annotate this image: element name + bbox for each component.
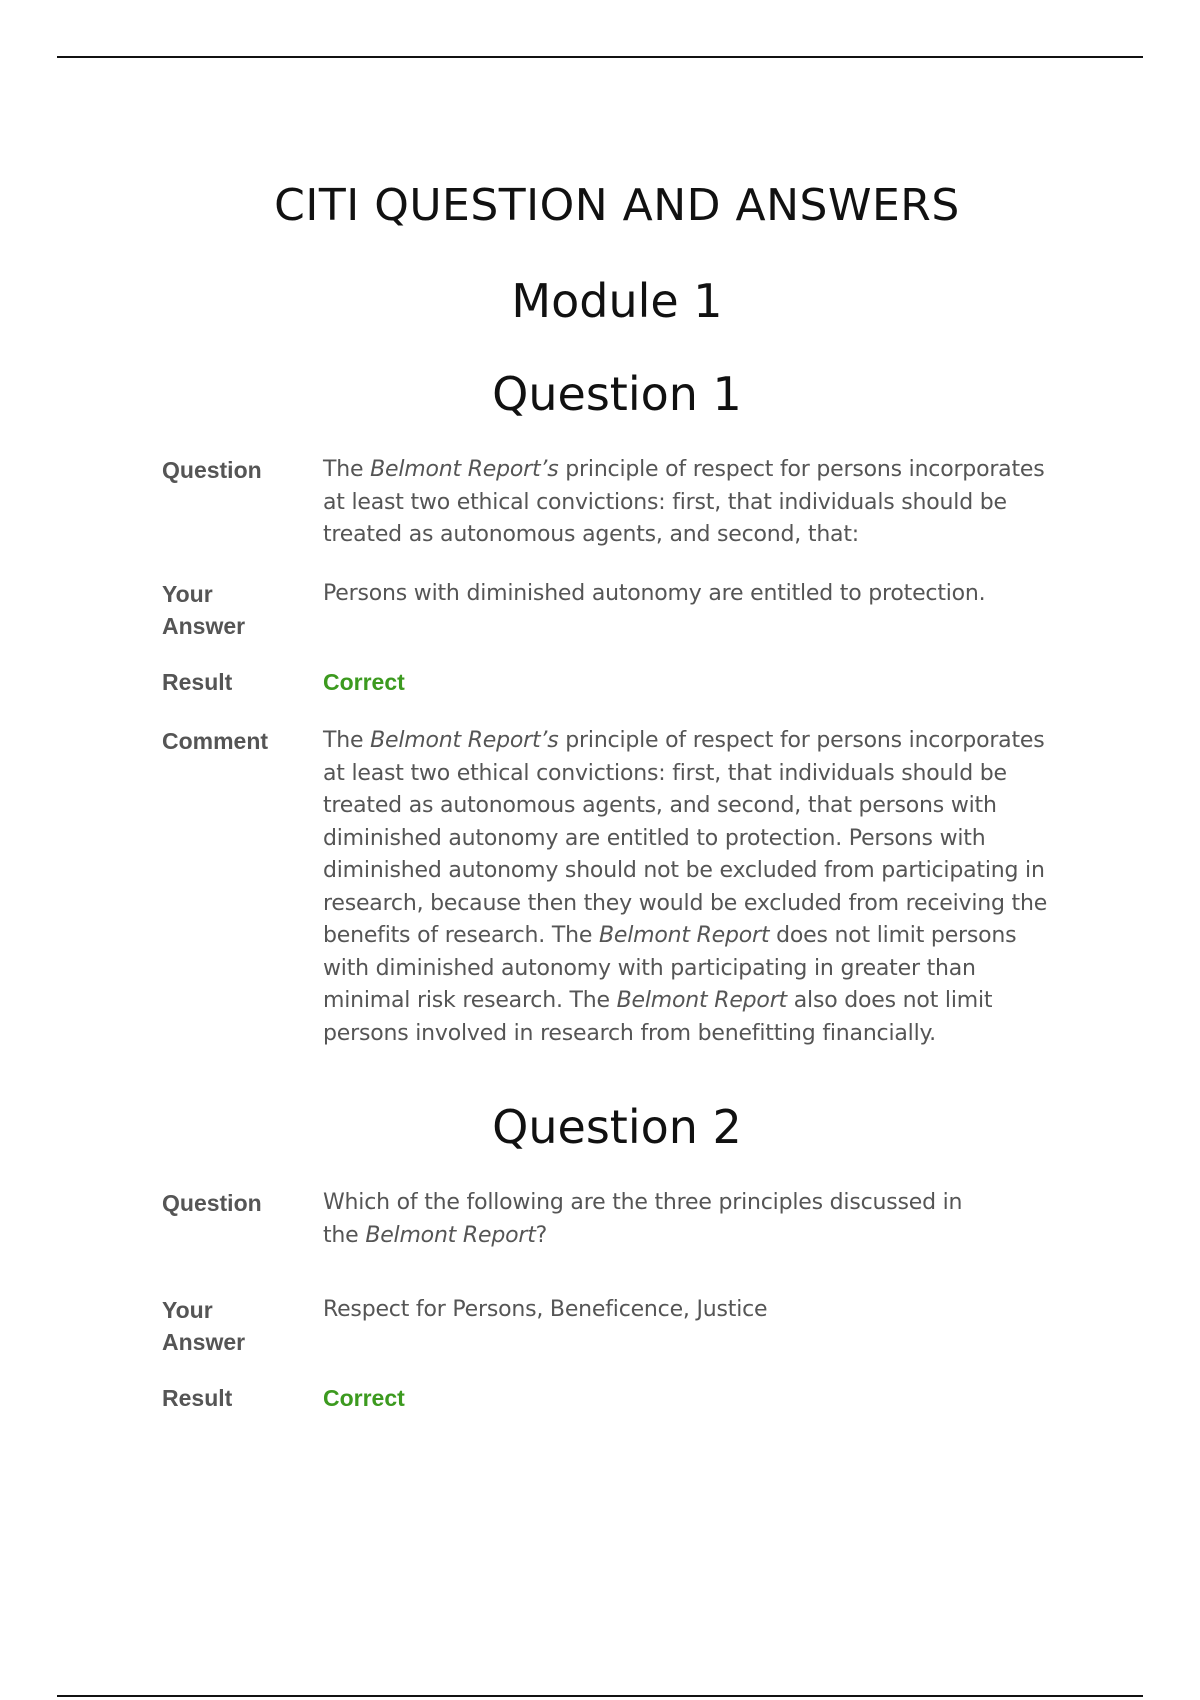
bottom-divider <box>57 1695 1143 1697</box>
document-title: CITI QUESTION AND ANSWERS <box>274 180 960 231</box>
question-1-text: The Belmont Report’s principle of respect for persons incorporates at least two ethical convictions: first, that individuals should be treated as autonomous agents, and second, that: <box>323 457 1045 547</box>
result-label: Result <box>162 1385 233 1411</box>
question-2-your-answer: Respect for Persons, Beneficence, Justice <box>323 1297 768 1322</box>
your-answer-label: Your Answer <box>162 1297 246 1355</box>
your-answer-label: Your Answer <box>162 581 246 639</box>
question-label: Question <box>162 1190 262 1216</box>
module-title: Module 1 <box>511 274 723 328</box>
question-1-result: Correct <box>323 669 405 695</box>
question-1-comment-row <box>162 725 1062 1050</box>
question-1-answer-row <box>162 578 1062 642</box>
question-2-title: Question 2 <box>492 1100 742 1154</box>
question-label: Question <box>162 457 262 483</box>
question-1-comment: The Belmont Report’s principle of respect for persons incorporates at least two ethical convictions: first, that individuals should be treated as autonomous agents, and second, that persons with diminished autonomy are entitled to protection. Persons with diminished autonomy should not be excluded from participating in research, because then they would be excluded from receiving the benefits of research. The Belmont Report does not limit persons with diminished autonomy with participating in greater than minimal risk research. The Belmont Report also does not limit persons involved in research from benefitting financially. <box>323 728 1048 1046</box>
question-2-result: Correct <box>323 1385 405 1411</box>
comment-label: Comment <box>162 728 269 754</box>
question-2-result-row <box>162 1382 1062 1414</box>
question-1-title: Question 1 <box>492 367 742 421</box>
question-2-question-row <box>162 1187 1062 1252</box>
question-2-text: Which of the following are the three principles discussed in the Belmont Report? <box>323 1190 963 1248</box>
question-1-question-row <box>162 454 1062 552</box>
question-2-answer-row <box>162 1294 1062 1358</box>
question-1-your-answer: Persons with diminished autonomy are entitled to protection. <box>323 581 986 606</box>
result-label: Result <box>162 669 233 695</box>
top-divider <box>57 56 1143 58</box>
question-1-result-row <box>162 666 1062 698</box>
